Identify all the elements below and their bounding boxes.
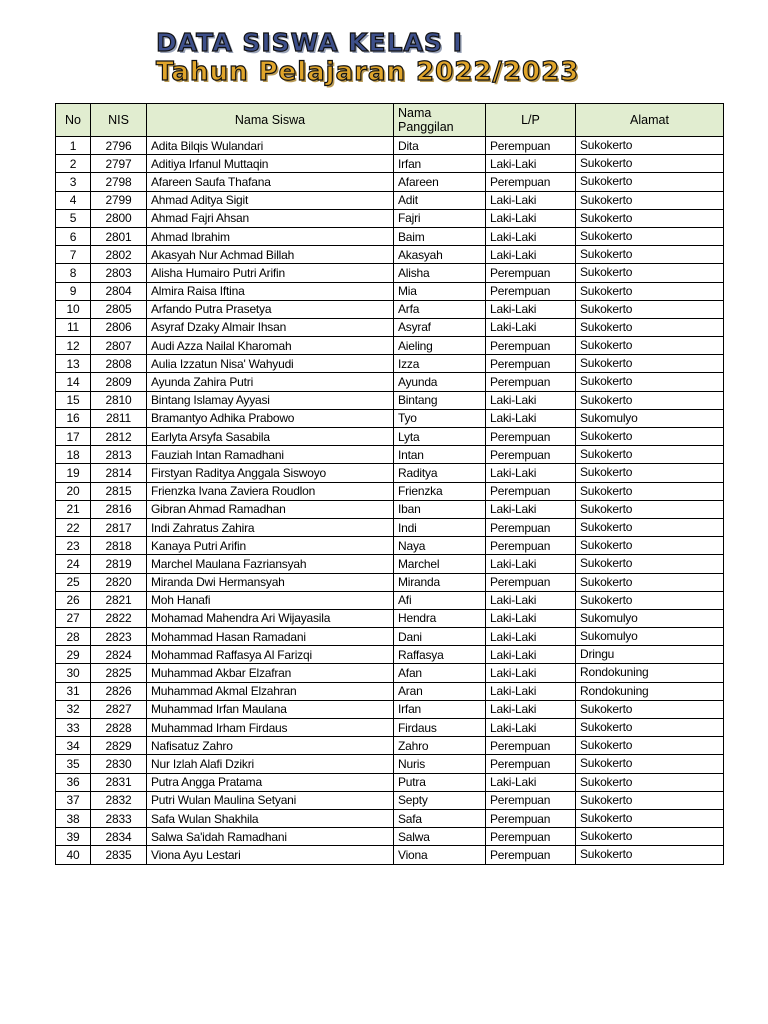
cell-nis: 2821 [91, 591, 147, 609]
cell-nama-siswa: Muhammad Akmal Elzahran [147, 682, 394, 700]
cell-alamat: Sukokerto [576, 700, 724, 718]
table-row [56, 264, 724, 282]
cell-lp: Laki-Laki [486, 591, 576, 609]
table-row [56, 828, 724, 846]
cell-no: 30 [56, 664, 91, 682]
cell-alamat: Sukokerto [576, 791, 724, 809]
table-row [56, 337, 724, 355]
cell-nama-siswa: Putri Wulan Maulina Setyani [147, 791, 394, 809]
cell-nis: 2829 [91, 737, 147, 755]
cell-nama-panggilan: Hendra [394, 609, 486, 627]
table-row [56, 737, 724, 755]
cell-lp: Perempuan [486, 846, 576, 864]
cell-nis: 2827 [91, 700, 147, 718]
cell-no: 6 [56, 227, 91, 245]
cell-no: 25 [56, 573, 91, 591]
cell-nama-siswa: Adita Bilqis Wulandari [147, 137, 394, 155]
cell-no: 22 [56, 518, 91, 536]
cell-nama-siswa: Ahmad Aditya Sigit [147, 191, 394, 209]
table-row [56, 318, 724, 336]
cell-lp: Laki-Laki [486, 719, 576, 737]
cell-nama-siswa: Bintang Islamay Ayyasi [147, 391, 394, 409]
header-lp: L/P [486, 104, 576, 137]
table-row [56, 464, 724, 482]
cell-nama-panggilan: Irfan [394, 155, 486, 173]
table-row [56, 391, 724, 409]
table-row [56, 773, 724, 791]
cell-nis: 2828 [91, 719, 147, 737]
table-row [56, 173, 724, 191]
header-row [56, 104, 724, 137]
cell-lp: Laki-Laki [486, 300, 576, 318]
cell-no: 17 [56, 428, 91, 446]
cell-no: 35 [56, 755, 91, 773]
cell-lp: Laki-Laki [486, 318, 576, 336]
cell-nama-panggilan: Firdaus [394, 719, 486, 737]
cell-no: 13 [56, 355, 91, 373]
cell-nama-panggilan: Baim [394, 227, 486, 245]
cell-no: 32 [56, 700, 91, 718]
table-row [56, 246, 724, 264]
cell-nama-siswa: Audi Azza Nailal Kharomah [147, 337, 394, 355]
table-row [56, 846, 724, 864]
cell-nama-siswa: Marchel Maulana Fazriansyah [147, 555, 394, 573]
cell-nis: 2818 [91, 537, 147, 555]
cell-lp: Laki-Laki [486, 155, 576, 173]
cell-nama-panggilan: Afareen [394, 173, 486, 191]
cell-alamat: Sukokerto [576, 500, 724, 518]
cell-alamat: Rondokuning [576, 664, 724, 682]
table-row [56, 809, 724, 827]
table-row [56, 282, 724, 300]
cell-alamat: Sukokerto [576, 446, 724, 464]
header-nama-siswa: Nama Siswa [147, 104, 394, 137]
cell-no: 27 [56, 609, 91, 627]
cell-lp: Laki-Laki [486, 246, 576, 264]
title-line-1: DATA SISWA KELAS I [156, 28, 463, 57]
cell-nama-panggilan: Tyo [394, 409, 486, 427]
cell-lp: Laki-Laki [486, 464, 576, 482]
cell-nama-siswa: Frienzka Ivana Zaviera Roudlon [147, 482, 394, 500]
cell-nama-panggilan: Nuris [394, 755, 486, 773]
cell-lp: Perempuan [486, 518, 576, 536]
cell-nis: 2808 [91, 355, 147, 373]
cell-nis: 2804 [91, 282, 147, 300]
cell-nama-siswa: Aditiya Irfanul Muttaqin [147, 155, 394, 173]
cell-nama-siswa: Firstyan Raditya Anggala Siswoyo [147, 464, 394, 482]
cell-nama-panggilan: Adit [394, 191, 486, 209]
header-no: No [56, 104, 91, 137]
cell-nis: 2814 [91, 464, 147, 482]
cell-alamat: Sukokerto [576, 264, 724, 282]
cell-nama-siswa: Putra Angga Pratama [147, 773, 394, 791]
document-title [156, 30, 676, 85]
cell-nama-siswa: Ahmad Fajri Ahsan [147, 209, 394, 227]
cell-no: 2 [56, 155, 91, 173]
table-row [56, 209, 724, 227]
cell-no: 33 [56, 719, 91, 737]
cell-alamat: Sukokerto [576, 227, 724, 245]
header-nama-panggilan: Nama Panggilan [394, 104, 486, 137]
cell-nama-siswa: Bramantyo Adhika Prabowo [147, 409, 394, 427]
table-row [56, 700, 724, 718]
cell-nama-siswa: Mohammad Hasan Ramadani [147, 628, 394, 646]
cell-nis: 2831 [91, 773, 147, 791]
cell-nama-panggilan: Indi [394, 518, 486, 536]
cell-lp: Laki-Laki [486, 191, 576, 209]
cell-nama-siswa: Viona Ayu Lestari [147, 846, 394, 864]
cell-nis: 2824 [91, 646, 147, 664]
table-row [56, 446, 724, 464]
cell-nama-siswa: Moh Hanafi [147, 591, 394, 609]
cell-alamat: Sukokerto [576, 828, 724, 846]
cell-alamat: Sukokerto [576, 518, 724, 536]
table-row [56, 373, 724, 391]
cell-no: 31 [56, 682, 91, 700]
cell-no: 39 [56, 828, 91, 846]
cell-no: 5 [56, 209, 91, 227]
table-row [56, 518, 724, 536]
cell-lp: Perempuan [486, 428, 576, 446]
cell-no: 15 [56, 391, 91, 409]
cell-alamat: Sukokerto [576, 591, 724, 609]
cell-nama-siswa: Muhammad Irfan Maulana [147, 700, 394, 718]
cell-no: 9 [56, 282, 91, 300]
cell-alamat: Sukokerto [576, 209, 724, 227]
cell-nama-panggilan: Lyta [394, 428, 486, 446]
cell-nis: 2801 [91, 227, 147, 245]
cell-no: 16 [56, 409, 91, 427]
cell-nis: 2809 [91, 373, 147, 391]
table-row [56, 537, 724, 555]
cell-alamat: Sukokerto [576, 537, 724, 555]
cell-nama-panggilan: Aieling [394, 337, 486, 355]
table-row [56, 755, 724, 773]
cell-alamat: Sukokerto [576, 191, 724, 209]
cell-nis: 2810 [91, 391, 147, 409]
cell-lp: Laki-Laki [486, 773, 576, 791]
cell-lp: Laki-Laki [486, 609, 576, 627]
table-row [56, 664, 724, 682]
table-row [56, 646, 724, 664]
cell-nama-panggilan: Raditya [394, 464, 486, 482]
cell-no: 7 [56, 246, 91, 264]
cell-alamat: Sukokerto [576, 373, 724, 391]
cell-lp: Perempuan [486, 355, 576, 373]
table-row [56, 682, 724, 700]
cell-nama-panggilan: Fajri [394, 209, 486, 227]
cell-nama-panggilan: Miranda [394, 573, 486, 591]
cell-alamat: Sukokerto [576, 155, 724, 173]
cell-alamat: Sukokerto [576, 428, 724, 446]
cell-no: 21 [56, 500, 91, 518]
cell-nama-panggilan: Safa [394, 809, 486, 827]
cell-nama-siswa: Afareen Saufa Thafana [147, 173, 394, 191]
cell-alamat: Sukokerto [576, 482, 724, 500]
table-row [56, 355, 724, 373]
table-row [56, 628, 724, 646]
cell-no: 18 [56, 446, 91, 464]
cell-nama-panggilan: Septy [394, 791, 486, 809]
cell-no: 11 [56, 318, 91, 336]
cell-nama-panggilan: Asyraf [394, 318, 486, 336]
cell-nama-panggilan: Raffasya [394, 646, 486, 664]
cell-lp: Perempuan [486, 282, 576, 300]
cell-alamat: Sukokerto [576, 318, 724, 336]
cell-nama-siswa: Nafisatuz Zahro [147, 737, 394, 755]
cell-nis: 2816 [91, 500, 147, 518]
table-header [56, 104, 724, 137]
table-row [56, 300, 724, 318]
cell-nama-siswa: Aulia Izzatun Nisa' Wahyudi [147, 355, 394, 373]
cell-lp: Laki-Laki [486, 628, 576, 646]
table-row [56, 409, 724, 427]
cell-nama-siswa: Kanaya Putri Arifin [147, 537, 394, 555]
cell-nis: 2797 [91, 155, 147, 173]
cell-nama-panggilan: Irfan [394, 700, 486, 718]
cell-nis: 2819 [91, 555, 147, 573]
cell-nama-siswa: Alisha Humairo Putri Arifin [147, 264, 394, 282]
cell-nama-panggilan: Zahro [394, 737, 486, 755]
cell-no: 1 [56, 137, 91, 155]
table-row [56, 155, 724, 173]
cell-alamat: Sukomulyo [576, 628, 724, 646]
cell-alamat: Sukokerto [576, 337, 724, 355]
cell-lp: Perempuan [486, 137, 576, 155]
cell-lp: Perempuan [486, 264, 576, 282]
cell-alamat: Sukokerto [576, 300, 724, 318]
cell-alamat: Sukokerto [576, 464, 724, 482]
cell-no: 29 [56, 646, 91, 664]
cell-nama-siswa: Mohamad Mahendra Ari Wijayasila [147, 609, 394, 627]
cell-nis: 2826 [91, 682, 147, 700]
table-body [56, 137, 724, 865]
cell-nama-panggilan: Dita [394, 137, 486, 155]
cell-lp: Perempuan [486, 755, 576, 773]
cell-alamat: Sukokerto [576, 282, 724, 300]
table-row [56, 500, 724, 518]
cell-nis: 2830 [91, 755, 147, 773]
cell-nama-panggilan: Putra [394, 773, 486, 791]
cell-no: 12 [56, 337, 91, 355]
cell-nama-panggilan: Viona [394, 846, 486, 864]
cell-nama-siswa: Asyraf Dzaky Almair Ihsan [147, 318, 394, 336]
cell-nis: 2796 [91, 137, 147, 155]
cell-nis: 2811 [91, 409, 147, 427]
cell-alamat: Sukokerto [576, 355, 724, 373]
cell-nama-siswa: Muhammad Akbar Elzafran [147, 664, 394, 682]
cell-alamat: Sukokerto [576, 737, 724, 755]
cell-alamat: Sukokerto [576, 773, 724, 791]
cell-nama-panggilan: Mia [394, 282, 486, 300]
student-table [55, 103, 724, 865]
table-row [56, 428, 724, 446]
cell-nis: 2832 [91, 791, 147, 809]
cell-lp: Laki-Laki [486, 227, 576, 245]
cell-nama-siswa: Muhammad Irham Firdaus [147, 719, 394, 737]
cell-no: 10 [56, 300, 91, 318]
cell-nama-panggilan: Alisha [394, 264, 486, 282]
cell-nama-siswa: Mohammad Raffasya Al Farizqi [147, 646, 394, 664]
cell-no: 4 [56, 191, 91, 209]
cell-lp: Laki-Laki [486, 500, 576, 518]
cell-no: 20 [56, 482, 91, 500]
cell-nama-siswa: Nur Izlah Alafi Dzikri [147, 755, 394, 773]
table-row [56, 227, 724, 245]
cell-alamat: Sukomulyo [576, 609, 724, 627]
cell-no: 36 [56, 773, 91, 791]
cell-nis: 2822 [91, 609, 147, 627]
cell-nama-panggilan: Dani [394, 628, 486, 646]
cell-lp: Perempuan [486, 337, 576, 355]
cell-alamat: Sukokerto [576, 846, 724, 864]
cell-no: 3 [56, 173, 91, 191]
cell-alamat: Rondokuning [576, 682, 724, 700]
cell-lp: Laki-Laki [486, 555, 576, 573]
cell-nama-panggilan: Afi [394, 591, 486, 609]
cell-nis: 2803 [91, 264, 147, 282]
table-row [56, 482, 724, 500]
cell-nama-panggilan: Intan [394, 446, 486, 464]
cell-lp: Perempuan [486, 373, 576, 391]
cell-nis: 2807 [91, 337, 147, 355]
cell-nama-panggilan: Afan [394, 664, 486, 682]
cell-nis: 2806 [91, 318, 147, 336]
cell-nama-panggilan: Bintang [394, 391, 486, 409]
cell-lp: Perempuan [486, 537, 576, 555]
cell-nama-panggilan: Naya [394, 537, 486, 555]
cell-alamat: Sukokerto [576, 809, 724, 827]
table-row [56, 719, 724, 737]
title-line-2: Tahun Pelajaran 2022/2023 [156, 57, 580, 87]
cell-nama-siswa: Arfando Putra Prasetya [147, 300, 394, 318]
cell-nis: 2802 [91, 246, 147, 264]
table-row [56, 555, 724, 573]
cell-nis: 2812 [91, 428, 147, 446]
cell-lp: Perempuan [486, 482, 576, 500]
cell-no: 14 [56, 373, 91, 391]
cell-lp: Laki-Laki [486, 409, 576, 427]
cell-nis: 2834 [91, 828, 147, 846]
cell-nis: 2805 [91, 300, 147, 318]
cell-nis: 2820 [91, 573, 147, 591]
header-alamat: Alamat [576, 104, 724, 137]
table-row [56, 137, 724, 155]
cell-no: 38 [56, 809, 91, 827]
cell-no: 26 [56, 591, 91, 609]
cell-nama-panggilan: Salwa [394, 828, 486, 846]
cell-alamat: Sukokerto [576, 755, 724, 773]
cell-lp: Perempuan [486, 446, 576, 464]
cell-nama-siswa: Fauziah Intan Ramadhani [147, 446, 394, 464]
cell-nis: 2798 [91, 173, 147, 191]
cell-nis: 2833 [91, 809, 147, 827]
cell-lp: Laki-Laki [486, 682, 576, 700]
cell-lp: Laki-Laki [486, 700, 576, 718]
cell-nis: 2799 [91, 191, 147, 209]
cell-lp: Laki-Laki [486, 209, 576, 227]
cell-no: 24 [56, 555, 91, 573]
cell-lp: Perempuan [486, 791, 576, 809]
cell-nama-siswa: Ayunda Zahira Putri [147, 373, 394, 391]
cell-nama-panggilan: Frienzka [394, 482, 486, 500]
cell-nama-siswa: Earlyta Arsyfa Sasabila [147, 428, 394, 446]
cell-nis: 2825 [91, 664, 147, 682]
cell-alamat: Sukomulyo [576, 409, 724, 427]
cell-lp: Perempuan [486, 809, 576, 827]
cell-alamat: Sukokerto [576, 391, 724, 409]
cell-nama-panggilan: Aran [394, 682, 486, 700]
cell-nama-siswa: Miranda Dwi Hermansyah [147, 573, 394, 591]
cell-nama-panggilan: Ayunda [394, 373, 486, 391]
cell-no: 40 [56, 846, 91, 864]
cell-nama-siswa: Almira Raisa Iftina [147, 282, 394, 300]
cell-lp: Laki-Laki [486, 664, 576, 682]
cell-lp: Laki-Laki [486, 391, 576, 409]
cell-nama-siswa: Salwa Sa'idah Ramadhani [147, 828, 394, 846]
cell-no: 8 [56, 264, 91, 282]
table-row [56, 591, 724, 609]
cell-nama-siswa: Indi Zahratus Zahira [147, 518, 394, 536]
cell-lp: Perempuan [486, 173, 576, 191]
cell-nama-siswa: Ahmad Ibrahim [147, 227, 394, 245]
cell-alamat: Sukokerto [576, 719, 724, 737]
table-row [56, 609, 724, 627]
cell-nama-panggilan: Marchel [394, 555, 486, 573]
cell-nama-panggilan: Iban [394, 500, 486, 518]
cell-no: 19 [56, 464, 91, 482]
cell-nama-panggilan: Izza [394, 355, 486, 373]
cell-nama-siswa: Akasyah Nur Achmad Billah [147, 246, 394, 264]
cell-nama-siswa: Safa Wulan Shakhila [147, 809, 394, 827]
table-row [56, 573, 724, 591]
cell-nis: 2800 [91, 209, 147, 227]
cell-no: 23 [56, 537, 91, 555]
cell-alamat: Sukokerto [576, 555, 724, 573]
cell-lp: Laki-Laki [486, 646, 576, 664]
cell-no: 34 [56, 737, 91, 755]
cell-nis: 2813 [91, 446, 147, 464]
cell-alamat: Sukokerto [576, 137, 724, 155]
cell-alamat: Sukokerto [576, 173, 724, 191]
cell-lp: Perempuan [486, 828, 576, 846]
table-row [56, 791, 724, 809]
cell-nama-panggilan: Akasyah [394, 246, 486, 264]
cell-nama-panggilan: Arfa [394, 300, 486, 318]
cell-alamat: Sukokerto [576, 573, 724, 591]
cell-nis: 2823 [91, 628, 147, 646]
cell-nama-siswa: Gibran Ahmad Ramadhan [147, 500, 394, 518]
header-nis: NIS [91, 104, 147, 137]
cell-alamat: Dringu [576, 646, 724, 664]
cell-no: 28 [56, 628, 91, 646]
cell-nis: 2815 [91, 482, 147, 500]
cell-no: 37 [56, 791, 91, 809]
cell-nis: 2817 [91, 518, 147, 536]
table-row [56, 191, 724, 209]
cell-lp: Perempuan [486, 737, 576, 755]
cell-alamat: Sukokerto [576, 246, 724, 264]
cell-nis: 2835 [91, 846, 147, 864]
cell-lp: Perempuan [486, 573, 576, 591]
